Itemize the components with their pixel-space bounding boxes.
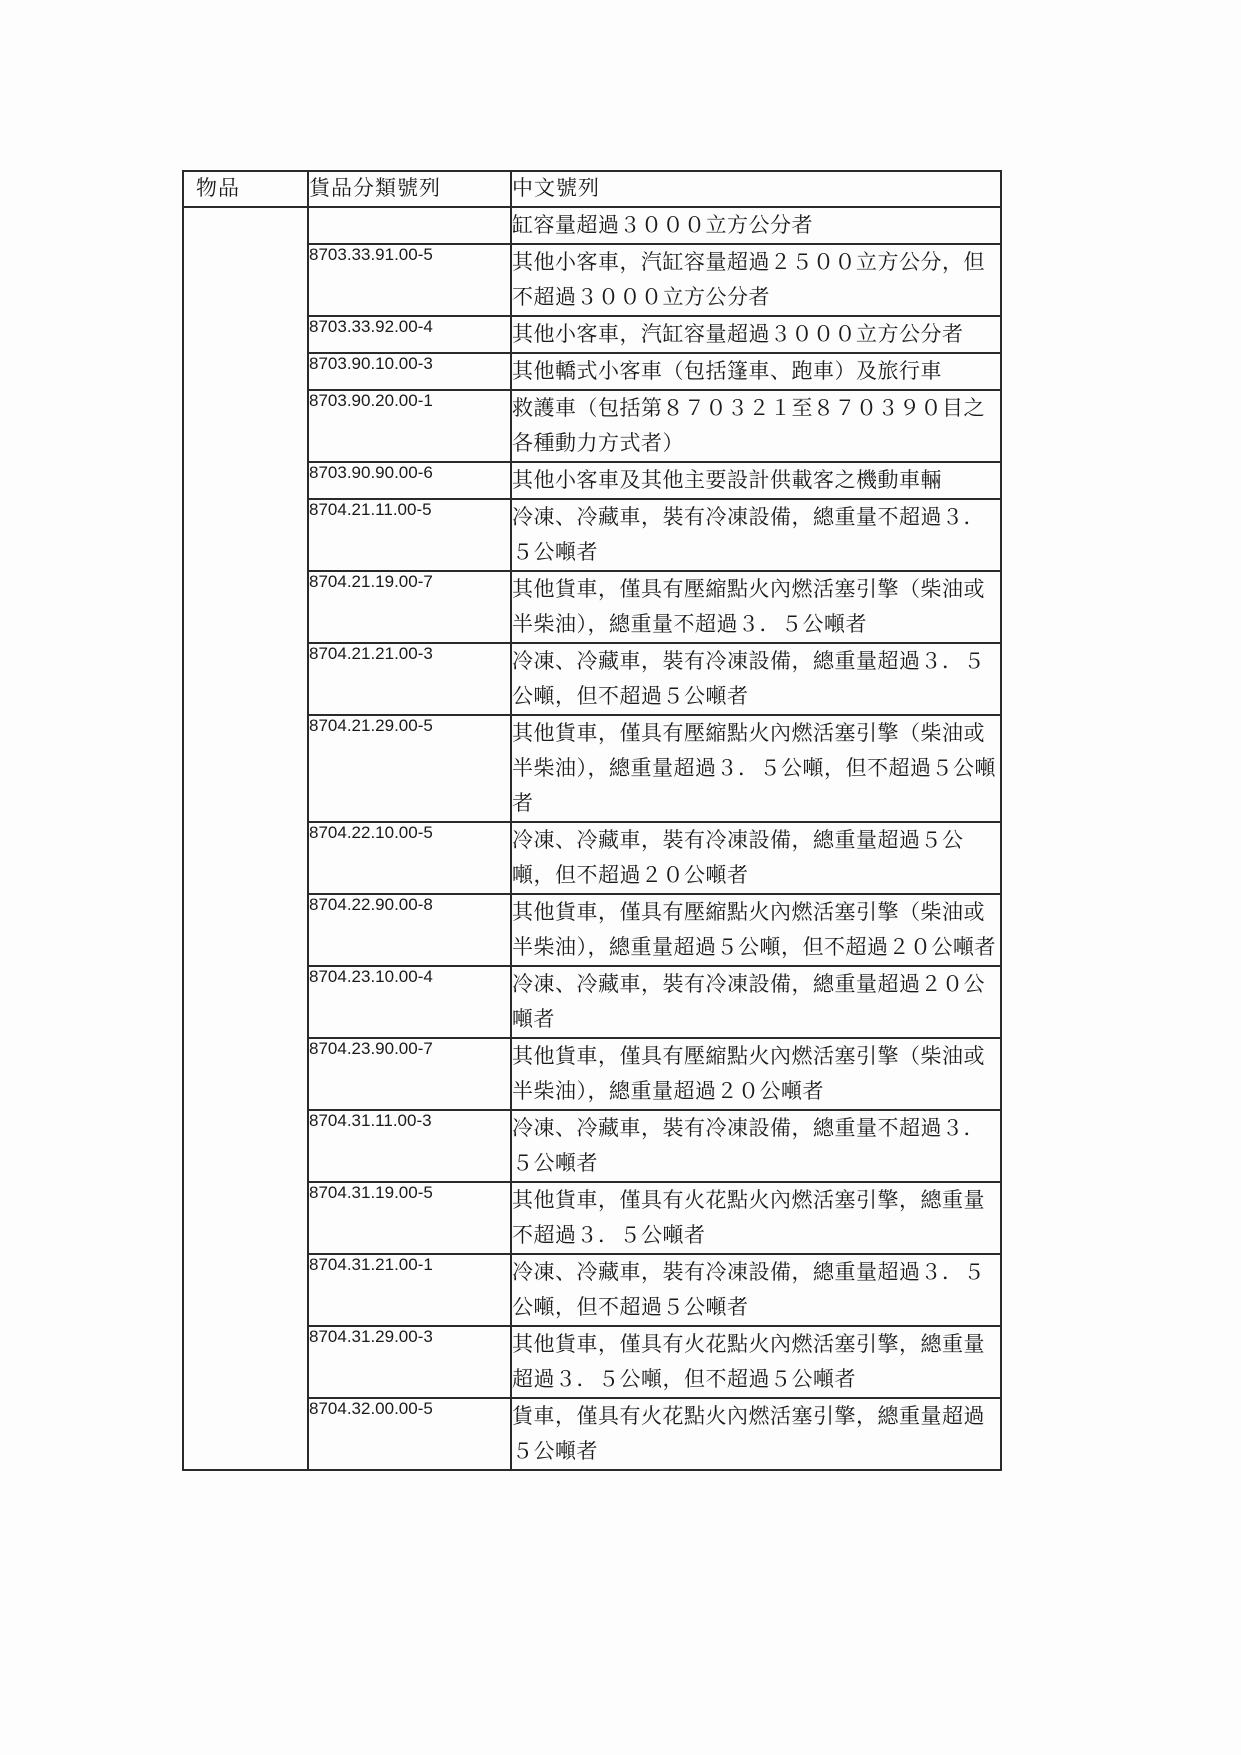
desc-cell: 缸容量超過３０００立方公分者 — [511, 207, 1001, 244]
desc-cell: 冷凍、冷藏車，裝有冷凍設備，總重量不超過３．５公噸者 — [511, 1110, 1001, 1182]
code-cell: 8704.21.29.00-5 — [308, 715, 511, 822]
code-cell: 8704.23.10.00-4 — [308, 966, 511, 1038]
table-body — [183, 207, 1001, 1470]
desc-cell: 其他貨車，僅具有壓縮點火內燃活塞引擎（柴油或半柴油），總重量超過２０公噸者 — [511, 1038, 1001, 1110]
code-cell: 8703.90.20.00-1 — [308, 390, 511, 462]
desc-cell: 其他轎式小客車（包括篷車、跑車）及旅行車 — [511, 353, 1001, 390]
desc-cell: 其他貨車，僅具有壓縮點火內燃活塞引擎（柴油或半柴油），總重量超過３．５公噸，但不超過５公噸者 — [511, 715, 1001, 822]
desc-cell: 其他貨車，僅具有火花點火內燃活塞引擎，總重量超過３．５公噸，但不超過５公噸者 — [511, 1326, 1001, 1398]
code-cell: 8703.90.10.00-3 — [308, 353, 511, 390]
tariff-table — [182, 170, 1002, 1471]
code-cell: 8704.21.21.00-3 — [308, 643, 511, 715]
desc-cell: 冷凍、冷藏車，裝有冷凍設備，總重量超過３．５公噸，但不超過５公噸者 — [511, 1254, 1001, 1326]
code-cell: 8703.33.92.00-4 — [308, 316, 511, 353]
code-cell: 8704.32.00.00-5 — [308, 1398, 511, 1470]
item-cell — [183, 207, 308, 1470]
code-cell: 8704.23.90.00-7 — [308, 1038, 511, 1110]
desc-cell: 其他小客車，汽缸容量超過２５００立方公分，但不超過３０００立方公分者 — [511, 244, 1001, 316]
desc-cell: 其他貨車，僅具有壓縮點火內燃活塞引擎（柴油或半柴油），總重量不超過３．５公噸者 — [511, 571, 1001, 643]
desc-cell: 其他小客車及其他主要設計供載客之機動車輛 — [511, 462, 1001, 499]
code-cell: 8704.31.29.00-3 — [308, 1326, 511, 1398]
desc-cell: 救護車（包括第８７０３２１至８７０３９０目之各種動力方式者） — [511, 390, 1001, 462]
header-item: 物品 — [183, 171, 308, 207]
code-cell — [308, 207, 511, 244]
desc-cell: 冷凍、冷藏車，裝有冷凍設備，總重量超過３．５公噸，但不超過５公噸者 — [511, 643, 1001, 715]
desc-cell: 其他貨車，僅具有火花點火內燃活塞引擎，總重量不超過３．５公噸者 — [511, 1182, 1001, 1254]
code-cell: 8703.90.90.00-6 — [308, 462, 511, 499]
code-cell: 8704.21.19.00-7 — [308, 571, 511, 643]
code-cell: 8703.33.91.00-5 — [308, 244, 511, 316]
code-cell: 8704.31.21.00-1 — [308, 1254, 511, 1326]
desc-cell: 冷凍、冷藏車，裝有冷凍設備，總重量不超過３．５公噸者 — [511, 499, 1001, 571]
code-cell: 8704.31.19.00-5 — [308, 1182, 511, 1254]
desc-cell: 貨車，僅具有火花點火內燃活塞引擎，總重量超過５公噸者 — [511, 1398, 1001, 1470]
code-cell: 8704.31.11.00-3 — [308, 1110, 511, 1182]
header-code: 貨品分類號列 — [308, 171, 511, 207]
desc-cell: 其他貨車，僅具有壓縮點火內燃活塞引擎（柴油或半柴油），總重量超過５公噸，但不超過２０公噸者 — [511, 894, 1001, 966]
desc-cell: 冷凍、冷藏車，裝有冷凍設備，總重量超過２０公噸者 — [511, 966, 1001, 1038]
desc-cell: 其他小客車，汽缸容量超過３０００立方公分者 — [511, 316, 1001, 353]
table-row — [183, 207, 1001, 244]
code-cell: 8704.22.10.00-5 — [308, 822, 511, 894]
table-header-row — [183, 171, 1001, 207]
code-cell: 8704.21.11.00-5 — [308, 499, 511, 571]
header-desc: 中文號列 — [511, 171, 1001, 207]
desc-cell: 冷凍、冷藏車，裝有冷凍設備，總重量超過５公噸，但不超過２０公噸者 — [511, 822, 1001, 894]
code-cell: 8704.22.90.00-8 — [308, 894, 511, 966]
